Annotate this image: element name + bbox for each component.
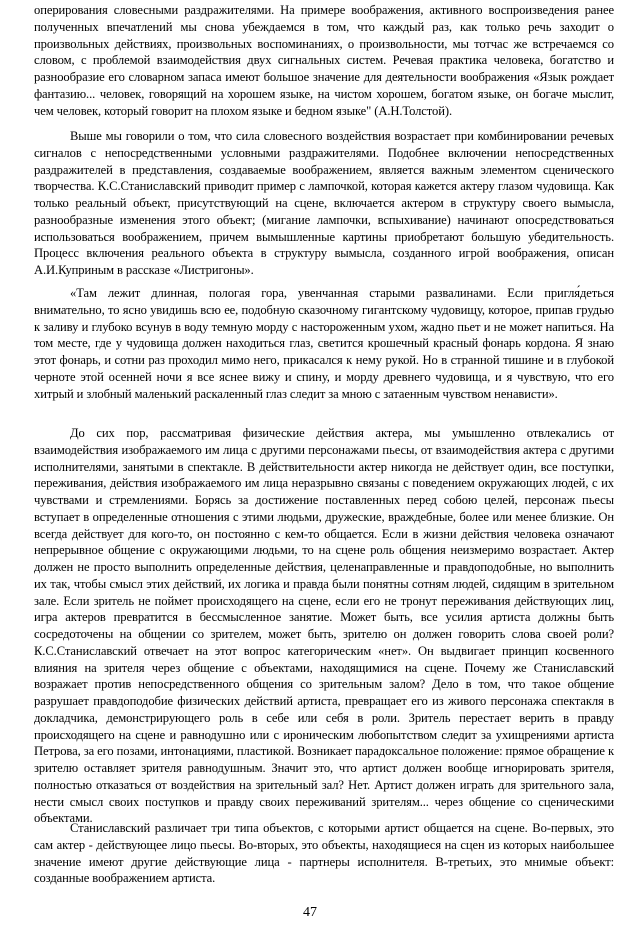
page-number: 47 <box>303 905 317 920</box>
paragraph-actor-communication: До сих пор, рассматривая физические действия актера, мы умышленно отвлекались от взаимодействия изображаемого им лица с другими персонажами пьесы, от взаимодействия актера с другими исполнителями, занятыми в спектакле. В действительности актер никогда не действует один, все поступки, переживания, действия изображаемого им лица неразрывно связаны с поведением окружающих людей, с их чувствами и стремлениями. Борясь за достижение поставленных перед собою целей, персонаж пьесы вступает в определенные отношения с этими людьми, дружеские, враждебные, более или менее близкие. Он всегда действует для кого-то, он постоянно с кем-то общается. Если в жизни действия человека означают непрерывное общение с окружающими людьми, то на сцене роль общения неизмеримо возрастает. Актер должен не просто выполнить определенные действия, целенаправленные и правдоподобные, но выполнить их так, чтобы смысл этих действий, их логика и правда были понятны сотням людей, сидящим в зрительном зале. Если зритель не поймет происходящего на сцене, если его не тронут переживания действующих лиц, игра актеров превратится в бессмысленное занятие. Может быть, все усилия артиста должны быть сосредоточены на общении со зрителем, может быть, зрителю он должен говорить слова своей роли? К.С.Станиславский отвечает на этот вопрос категорическим «нет». Он выдвигает принцип косвенного влияния на зрителя через общение с объектами, находящимися на сцене. Почему же Станиславский возражает против непосредственного общения со зрительным залом? Дело в том, что такое общение разрушает правдоподобие физических действий артиста, превращает его из живого персонажа спектакля в докладчика, демонстрирующего роль в себе или себя в роли. Зритель перестает верить в правду происходящего на сцене и равнодушно или с ироническим любопытством следит за ухищрениями артиста Петрова, за его позами, интонациями, пластикой. Возникает парадоксальное положение: прямое обращение к зрителю оставляет зрителя равнодушным. Значит это, что артист должен вообще игнорировать зрителя, полностью отказаться от воздействия на зрительный зал? Нет. Артист должен играть для зрительного зала, нести смысл своих поступков и правду своих переживаний зрителям... через общение со сценическими объектами. <box>34 426 614 826</box>
paragraph-verbal-influence: Выше мы говорили о том, что сила словесного воздействия возрастает при комбинировании речевых сигналов с непосредственными условными раздражителями. Подобнее включении непосредственных раздражителей в представления, создаваемые воображением, является важным элементом сценического творчества. К.С.Станиславский приводит пример с лампочкой, которая кажется актеру глазом чудовища. Как только реальный объект, присутствующий на сцене, включается актером в структуру своего вымысла, разнообразные изменения этого объект; (мигание лампочки, вспыхивание) начинают опосредствоваться использоваться воображением, причем вымышленные картины приобретают большую убедительность. Процесс включения реального объекта в структуру вымысла, созданного игрой воображения, описан А.И.Куприным в рассказе «Листригоны». <box>34 129 614 277</box>
paragraph-object-types: Станиславский различает три типа объектов, с которыми артист общается на сцене. Во-первых, это сам актер - действующее лицо пьесы. Во-вторых, это объекты, находящиеся на сцен из которых наибольшее значение имеют другие действующие лица - партнеры исполнителя. В-третьих, это мнимые объект: созданные воображением артиста. <box>34 821 614 886</box>
paragraph-kuprin-quote: «Там лежит длинная, пологая гора, увенчанная старыми развалинами. Если пригля́деться внимательно, то ясно увидишь всю ее, подобную сказочному гигантскому чудовищу, которое, припав грудью к заливу и глубоко всунув в воду темную морду с настороженным ухом, жадно пьет и не может напиться. На том месте, где у чудовища должен находиться глаз, светится крошечный красный фонарь кордона. Я знаю этот фонарь, и сотни раз проходил мимо него, прикасался к нему рукой. Но в странной тишине и в глубокой черноте этой осенней ночи я все яснее вижу и спину, и морду древнего чудовища, и я чувствую, что его хитрый и злобный маленький раскаленный глаз следит за мною с затаенным чувством ненависти». <box>34 286 614 401</box>
paragraph-imagination-speech: оперирования словесными раздражителями. На примере воображения, активного воспроизведения ранее полученных впечатлений мы снова убеждаемся в том, что каждый раз, как только речь заходит о произвольных действиях, произвольных воспоминаниях, о произвольности, мы тотчас же встречаемся со словом, с проблемой взаимодействия двух сигнальных систем. Речевая практика человека, богатство и разнообразие его словарном запаса имеют большое значение для деятельности воображения «Язык рождает фантазию... человек, говорящий на хорошем языке, на чистом хорошем, богатом языке, он богаче мыслит, чем человек, который говорит на плохом языке и бедном языке" (А.Н.Толстой). <box>34 3 614 118</box>
